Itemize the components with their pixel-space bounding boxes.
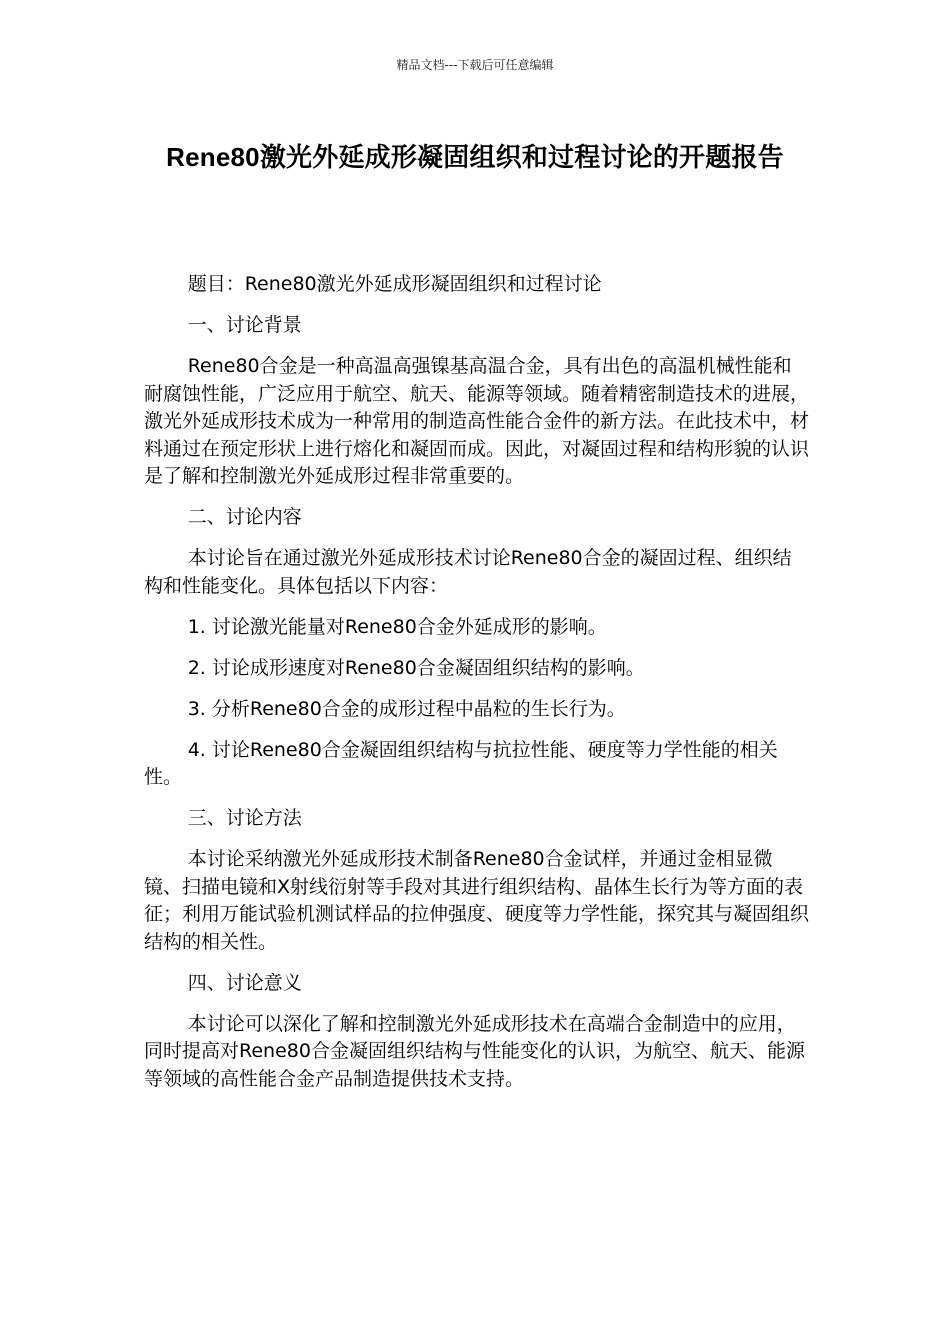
background-paragraph: Rene80合金是一种高温高强镍基高温合金，具有出色的高温机械性能和耐腐蚀性能，广泛应用于航空、航天、能源等领域。随着精密制造技术的进展，激光外延成形技术成为一种常用的制造高性能合金件的新方法。在此技术中，材料通过在预定形状上进行熔化和凝固而成。因此，对凝固过程和结构形貌的认识是了解和控制激光外延成形过程非常重要的。 [144,355,810,487]
method-paragraph: 本讨论采纳激光外延成形技术制备Rene80合金试样，并通过金相显微镜、扫描电镜和X射线衍射等手段对其进行组织结构、晶体生长行为等方面的表征；利用万能试验机测试样品的拉伸强度、硬度等力学性能，探究其与凝固组织结构的相关性。 [144,848,810,953]
document-title: Rene80激光外延成形凝固组织和过程讨论的开题报告 [166,142,784,172]
page-header: 精品文档---下载后可任意编辑 [396,58,554,72]
content-intro-paragraph: 本讨论旨在通过激光外延成形技术讨论Rene80合金的凝固过程、组织结构和性能变化。具体包括以下内容： [144,547,792,597]
document-body [144,271,809,1107]
section-heading-background: 一、讨论背景 [187,314,302,336]
topic-line: 题目：Rene80激光外延成形凝固组织和过程讨论 [187,273,602,295]
content-list-item: 2. 讨论成形速度对Rene80合金凝固组织结构的影响。 [187,656,645,679]
section-heading-significance: 四、讨论意义 [187,971,302,994]
content-list-item: 3. 分析Rene80合金的成形过程中晶粒的生长行为。 [187,697,626,720]
section-heading-content: 二、讨论内容 [187,506,302,528]
content-list-item: 4. 讨论Rene80合金凝固组织结构与抗拉性能、硬度等力学性能的相关性。 [144,738,778,788]
section-heading-method: 三、讨论方法 [187,807,302,829]
content-list-item: 1. 讨论激光能量对Rene80合金外延成形的影响。 [187,615,607,638]
significance-paragraph: 本讨论可以深化了解和控制激光外延成形技术在高端合金制造中的应用，同时提高对Rene80合金凝固组织结构与性能变化的认识，为航空、航天、能源等领域的高性能合金产品制造提供技术支持。 [144,1012,805,1090]
